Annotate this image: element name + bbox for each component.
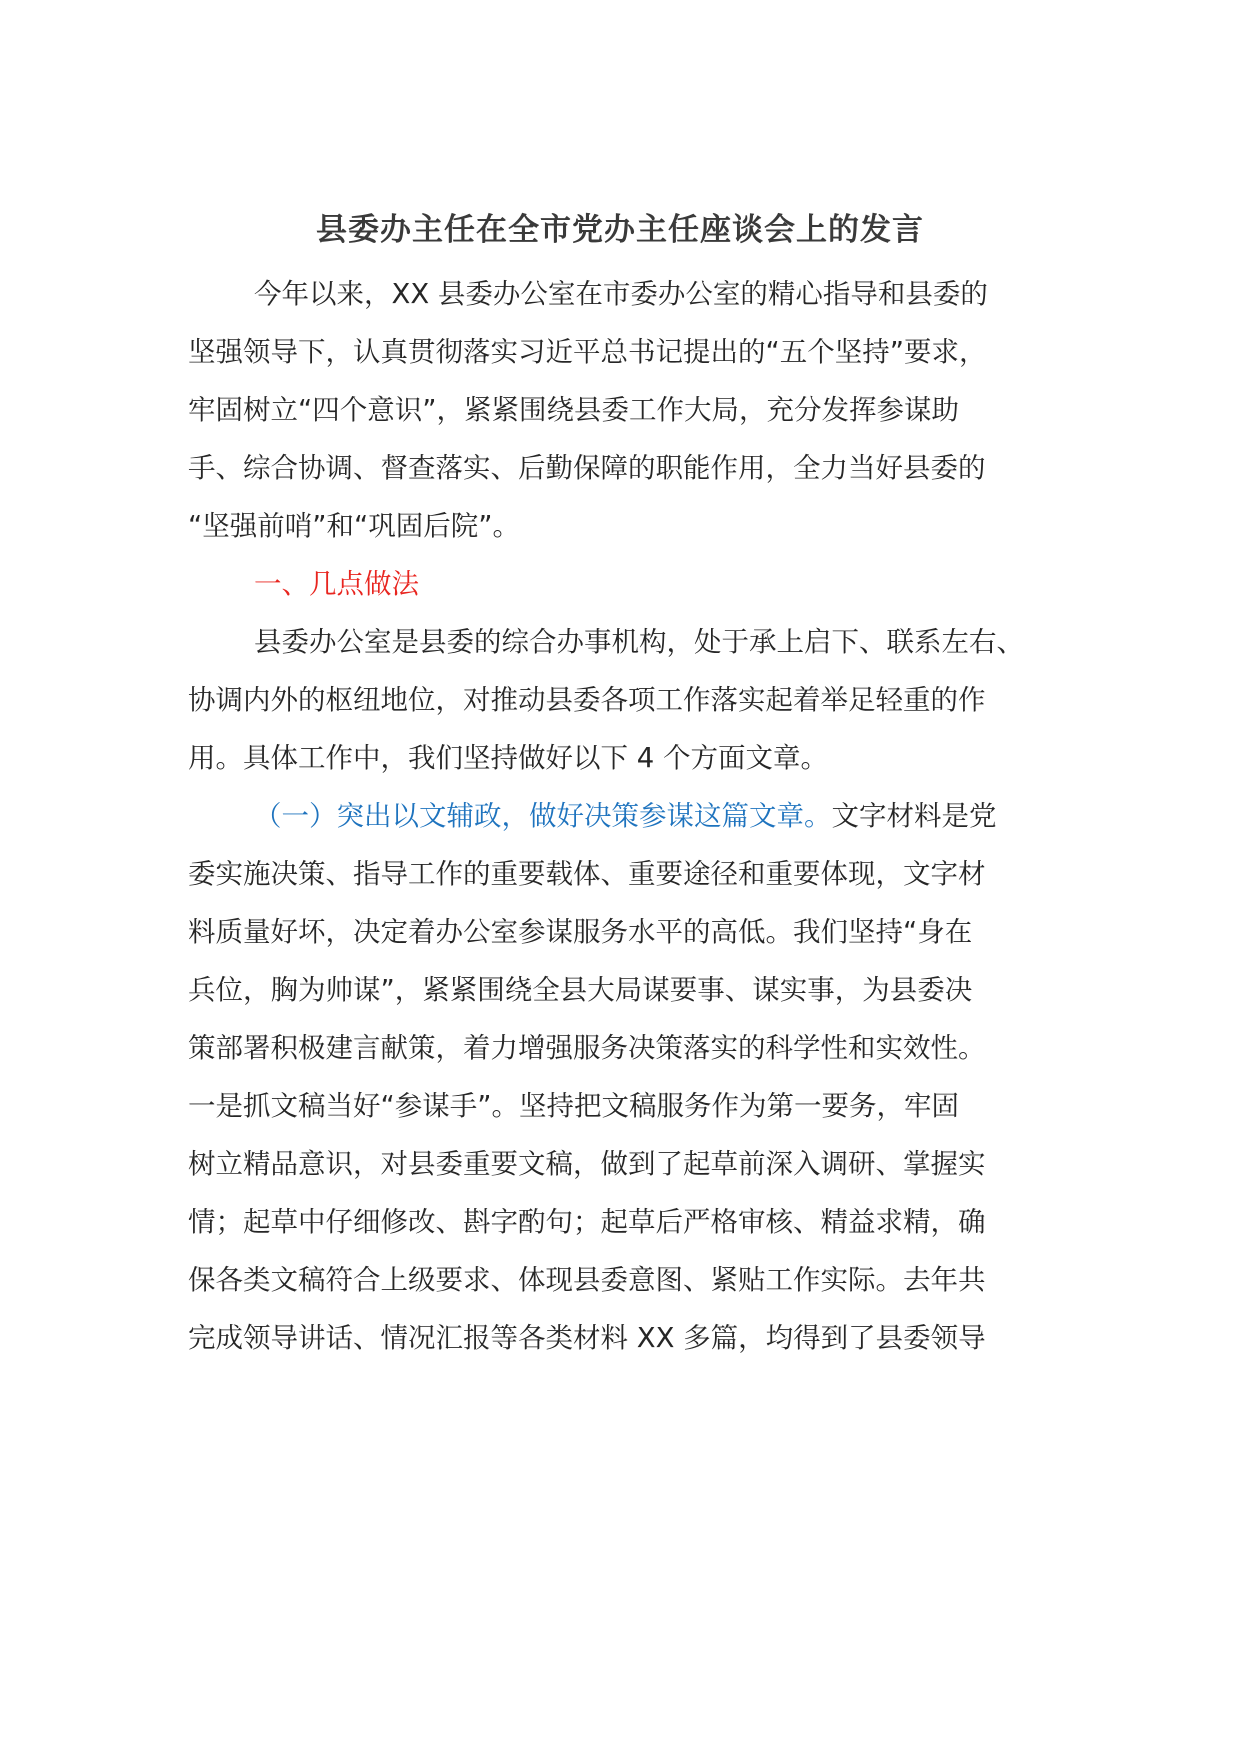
paragraph-3-line-10: 完成领导讲话、情况汇报等各类材料 XX 多篇，均得到了县委领导 bbox=[188, 1322, 986, 1354]
paragraph-3-line-5: 策部署积极建言献策，着力增强服务决策落实的科学性和实效性。 bbox=[188, 1032, 986, 1064]
paragraph-2-line-1: 县委办公室是县委的综合办事机构，处于承上启下、联系左右、 bbox=[254, 626, 1024, 658]
paragraph-3-line-1 bbox=[254, 796, 997, 836]
paragraph-2-line-2: 协调内外的枢纽地位，对推动县委各项工作落实起着举足轻重的作 bbox=[188, 684, 986, 716]
paragraph-3-line-6: 一是抓文稿当好“参谋手”。坚持把文稿服务作为第一要务，牢固 bbox=[188, 1090, 959, 1122]
paragraph-2-line-3: 用。具体工作中，我们坚持做好以下 4 个方面文章。 bbox=[188, 742, 828, 774]
paragraph-1-line-5: “坚强前哨”和“巩固后院”。 bbox=[188, 510, 520, 542]
paragraph-3-line-1-text: 文字材料是党 bbox=[831, 800, 997, 832]
subheading-1: （一）突出以文辅政，做好决策参谋这篇文章。 bbox=[254, 800, 832, 832]
document-title: 县委办主任在全市党办主任座谈会上的发言 bbox=[316, 212, 924, 248]
paragraph-1-line-3: 牢固树立“四个意识”，紧紧围绕县委工作大局，充分发挥参谋助 bbox=[188, 394, 959, 426]
paragraph-3-line-3: 料质量好坏，决定着办公室参谋服务水平的高低。我们坚持“身在 bbox=[188, 916, 973, 948]
paragraph-3-line-2: 委实施决策、指导工作的重要载体、重要途径和重要体现，文字材 bbox=[188, 858, 986, 890]
paragraph-3-line-7: 树立精品意识，对县委重要文稿，做到了起草前深入调研、掌握实 bbox=[188, 1148, 986, 1180]
paragraph-1-line-2: 坚强领导下，认真贯彻落实习近平总书记提出的“五个坚持”要求， bbox=[188, 336, 987, 368]
paragraph-1-line-1: 今年以来，XX 县委办公室在市委办公室的精心指导和县委的 bbox=[254, 278, 988, 310]
paragraph-3-line-9: 保各类文稿符合上级要求、体现县委意图、紧贴工作实际。去年共 bbox=[188, 1264, 986, 1296]
paragraph-1-line-4: 手、综合协调、督查落实、后勤保障的职能作用，全力当好县委的 bbox=[188, 452, 986, 484]
paragraph-3-line-8: 情；起草中仔细修改、斟字酌句；起草后严格审核、精益求精，确 bbox=[188, 1206, 986, 1238]
section-heading-1: 一、几点做法 bbox=[254, 568, 419, 600]
paragraph-3-line-4: 兵位，胸为帅谋”，紧紧围绕全县大局谋要事、谋实事，为县委决 bbox=[188, 974, 973, 1006]
